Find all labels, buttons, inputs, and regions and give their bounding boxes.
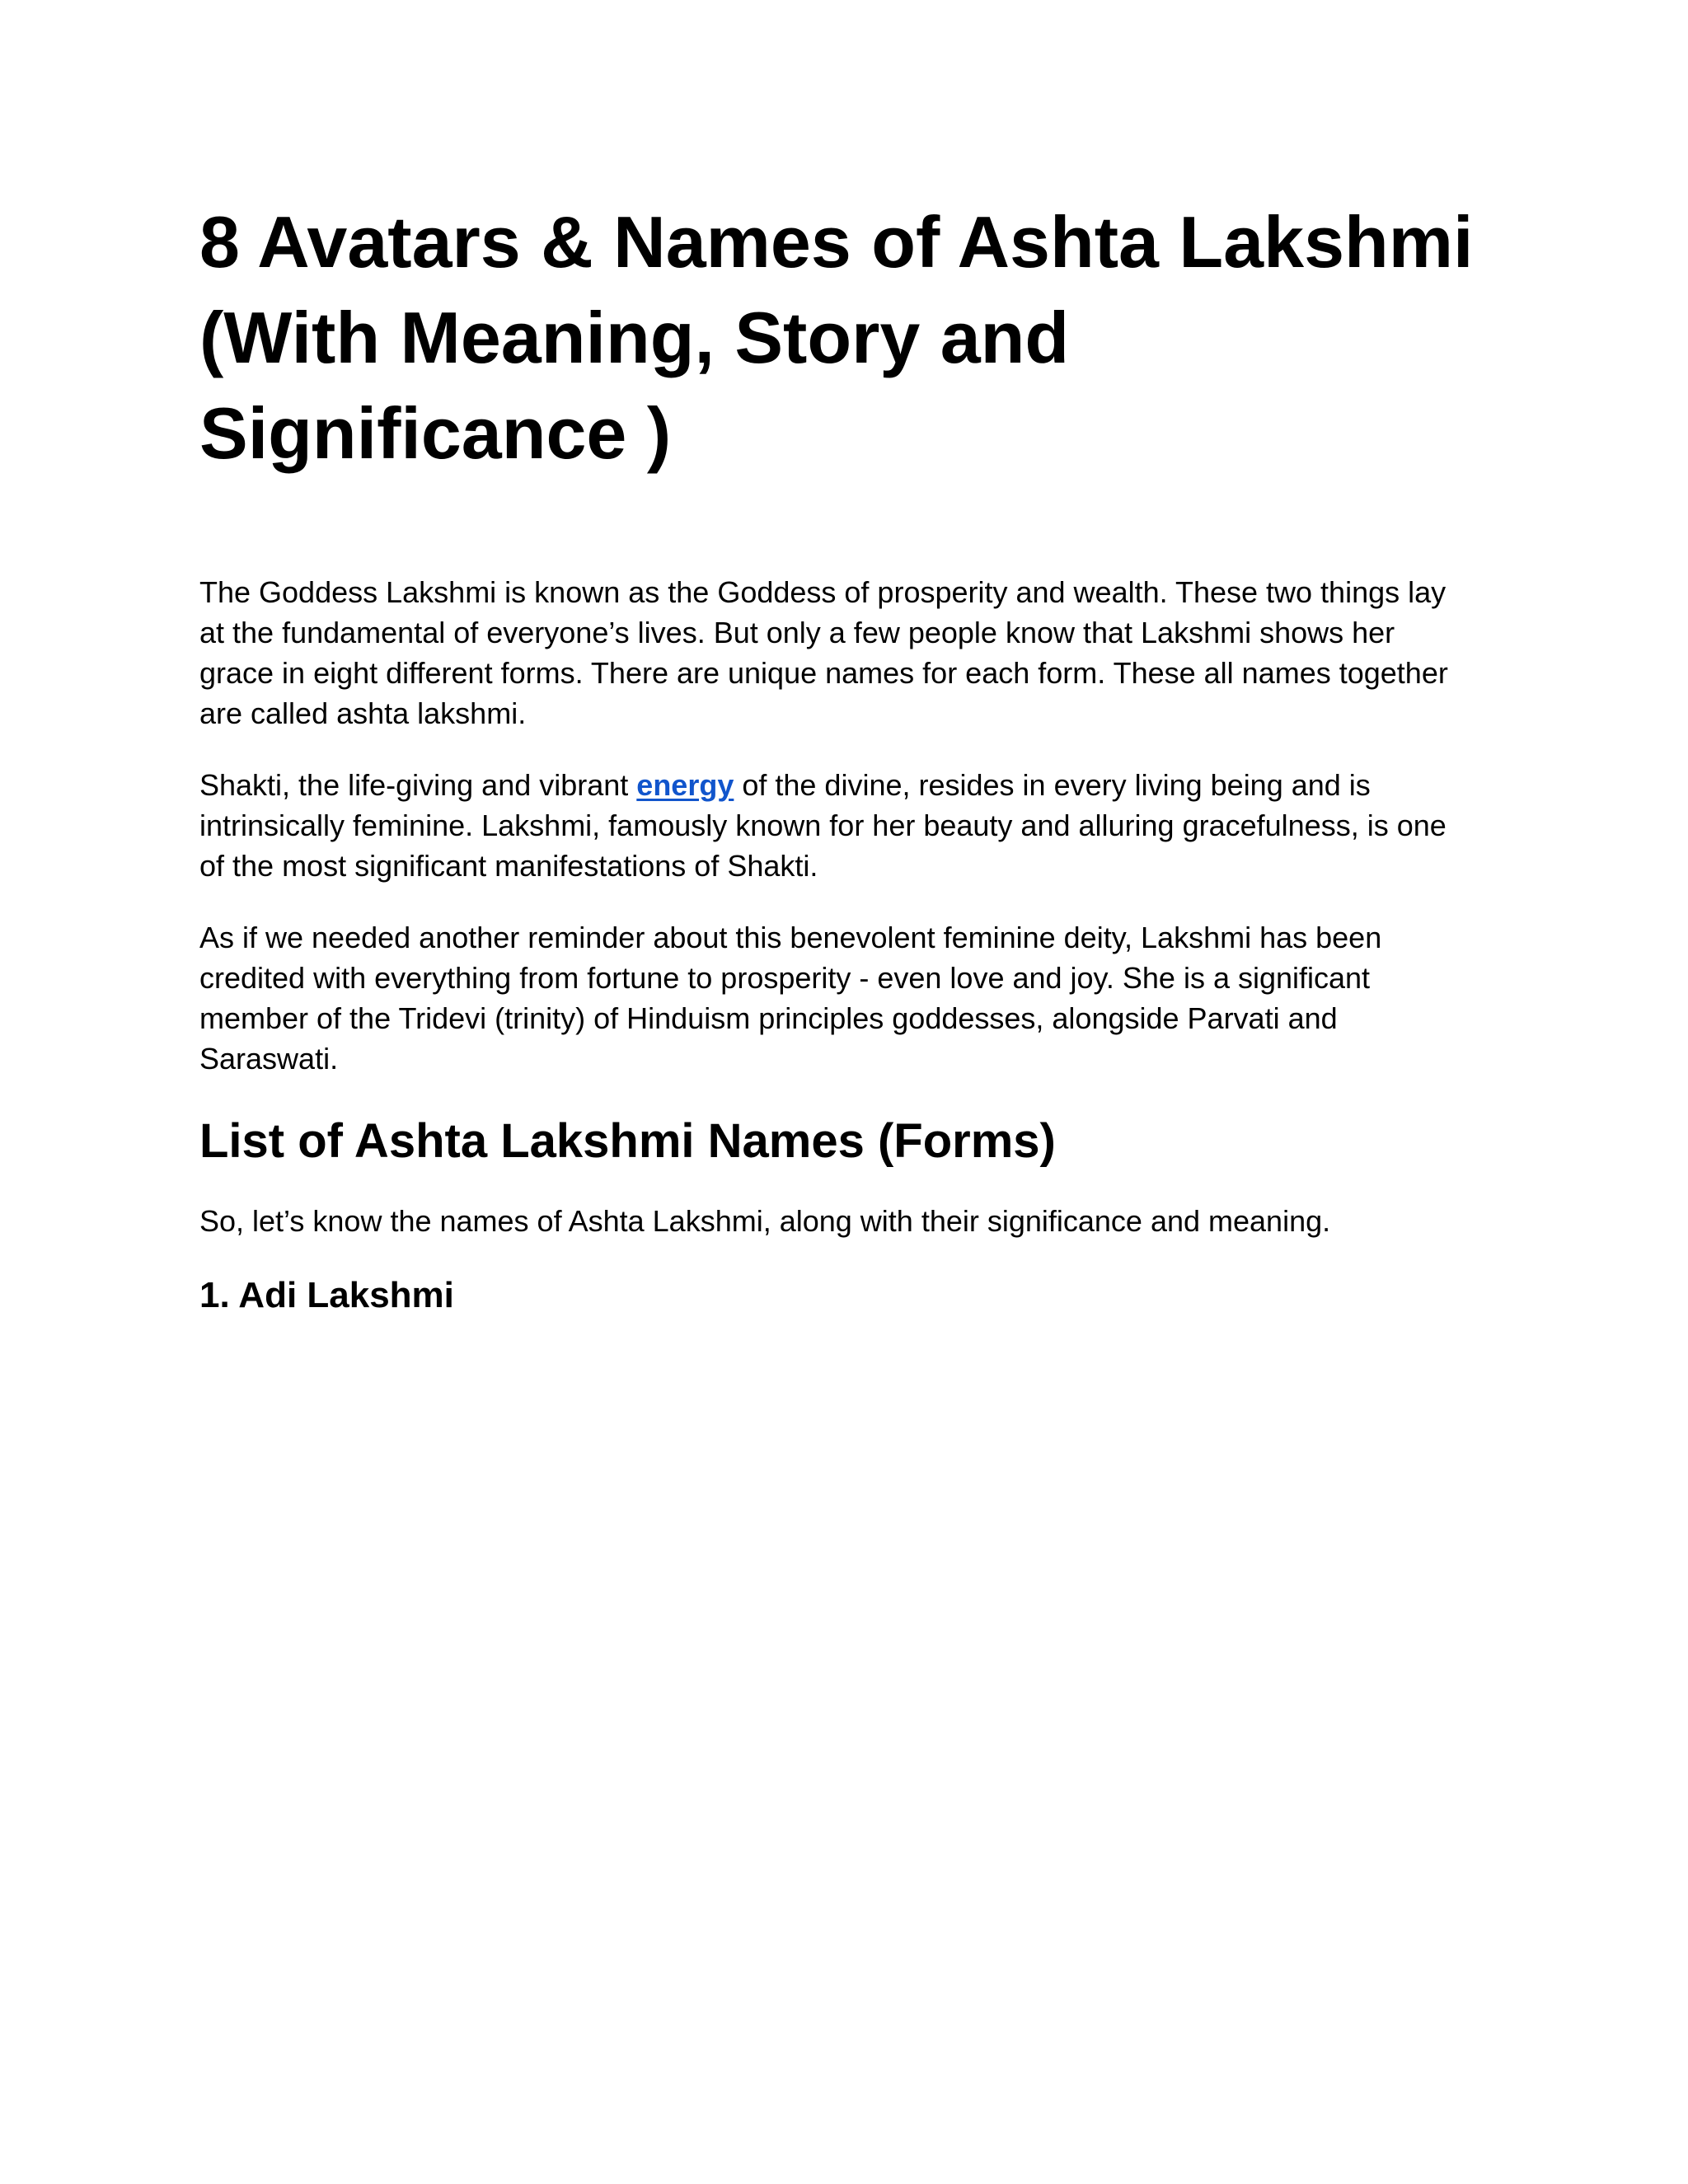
- paragraph-line: at the fundamental of everyone’s lives. But only a few people know that Lakshmi shows her: [199, 616, 1395, 649]
- energy-link[interactable]: energy: [636, 768, 734, 802]
- paragraph-line: intrinsically feminine. Lakshmi, famously known for her beauty and alluring gracefulness, is one: [199, 808, 1447, 842]
- intro-section: [199, 572, 1502, 1079]
- title-line: (With Meaning, Story and: [199, 297, 1070, 378]
- paragraph-text: Shakti, the life-giving and vibrant: [199, 768, 637, 802]
- subheading-adi-lakshmi: 1. Adi Lakshmi: [199, 1275, 454, 1315]
- intro-paragraph-1: [199, 572, 1502, 733]
- paragraph-line: As if we needed another reminder about this benevolent feminine deity, Lakshmi has been: [199, 921, 1382, 954]
- section-heading: List of Ashta Lakshmi Names (Forms): [199, 1114, 1056, 1168]
- intro-paragraph-3: [199, 917, 1502, 1079]
- paragraph-line: grace in eight different forms. There are unique names for each form. These all names together: [199, 656, 1448, 690]
- title-line: 8 Avatars & Names of Ashta Lakshmi: [199, 201, 1474, 283]
- intro-paragraph-2: [199, 765, 1502, 886]
- paragraph-line: credited with everything from fortune to prosperity - even love and joy. She is a significant: [199, 961, 1371, 995]
- paragraph-line: of the most significant manifestations of Shakti.: [199, 849, 818, 883]
- document-page: [199, 194, 1502, 1319]
- paragraph-line: So, let’s know the names of Ashta Lakshmi, along with their significance and meaning.: [199, 1204, 1331, 1238]
- paragraph-line: Saraswati.: [199, 1042, 339, 1076]
- paragraph-text: of the divine, resides in every living being and is: [734, 768, 1371, 802]
- paragraph-line: The Goddess Lakshmi is known as the Goddess of prosperity and wealth. These two things lay: [199, 575, 1447, 609]
- paragraph-line: [199, 765, 1502, 805]
- section-intro-paragraph: [199, 1201, 1502, 1241]
- paragraph-line: are called ashta lakshmi.: [199, 696, 527, 730]
- paragraph-line: member of the Tridevi (trinity) of Hinduism principles goddesses, alongside Parvati and: [199, 1001, 1338, 1035]
- document-title: [199, 194, 1502, 481]
- title-line: Significance ): [199, 392, 672, 474]
